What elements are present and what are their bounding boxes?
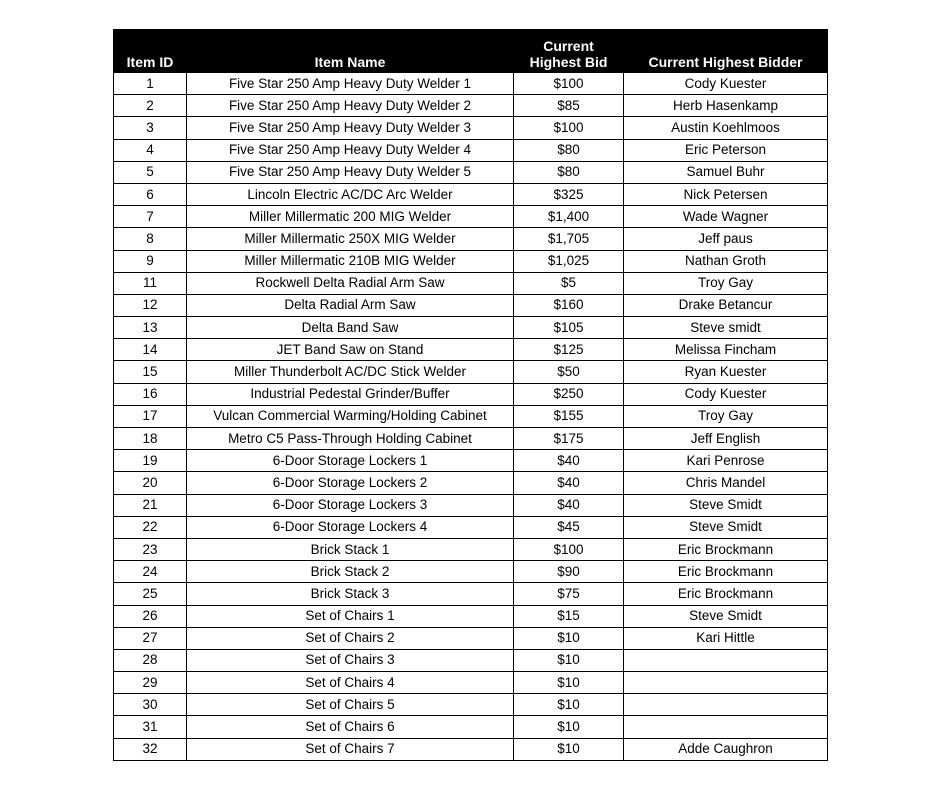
cell-current-bidder: Eric Brockmann [624,561,828,583]
cell-item-id: 32 [114,738,187,760]
cell-current-bidder: Nathan Groth [624,250,828,272]
cell-item-name: Set of Chairs 1 [187,605,514,627]
cell-current-bidder: Kari Hittle [624,627,828,649]
cell-current-bidder [624,716,828,738]
cell-item-name: 6-Door Storage Lockers 4 [187,516,514,538]
cell-item-id: 3 [114,117,187,139]
cell-current-bid: $75 [514,583,624,605]
cell-current-bid: $40 [514,450,624,472]
cell-item-name: Delta Band Saw [187,317,514,339]
header-row [114,29,828,73]
cell-item-id: 18 [114,428,187,450]
table-row [114,95,828,117]
table-row [114,250,828,272]
cell-current-bidder: Chris Mandel [624,472,828,494]
cell-item-id: 27 [114,627,187,649]
cell-current-bidder: Kari Penrose [624,450,828,472]
cell-current-bidder: Cody Kuester [624,383,828,405]
header-item-id: Item ID [114,29,187,73]
cell-current-bidder: Nick Petersen [624,183,828,205]
header-current-highest-bid [514,29,624,73]
cell-item-name: Miller Thunderbolt AC/DC Stick Welder [187,361,514,383]
cell-item-id: 11 [114,272,187,294]
cell-item-name: Delta Radial Arm Saw [187,294,514,316]
table-row [114,738,828,760]
cell-current-bid: $5 [514,272,624,294]
cell-item-id: 15 [114,361,187,383]
cell-item-id: 9 [114,250,187,272]
cell-current-bid: $85 [514,95,624,117]
table-row [114,117,828,139]
cell-item-name: Miller Millermatic 210B MIG Welder [187,250,514,272]
cell-item-name: 6-Door Storage Lockers 3 [187,494,514,516]
table-row [114,361,828,383]
cell-current-bidder: Ryan Kuester [624,361,828,383]
cell-current-bid: $325 [514,183,624,205]
cell-item-name: Five Star 250 Amp Heavy Duty Welder 3 [187,117,514,139]
cell-item-name: Brick Stack 1 [187,538,514,560]
cell-item-id: 1 [114,73,187,95]
cell-item-name: Five Star 250 Amp Heavy Duty Welder 5 [187,161,514,183]
cell-current-bidder: Jeff English [624,428,828,450]
cell-item-id: 25 [114,583,187,605]
cell-item-name: Metro C5 Pass-Through Holding Cabinet [187,428,514,450]
cell-current-bid: $10 [514,738,624,760]
cell-item-name: Set of Chairs 2 [187,627,514,649]
cell-item-id: 30 [114,694,187,716]
cell-current-bidder: Herb Hasenkamp [624,95,828,117]
table-row [114,694,828,716]
cell-item-id: 23 [114,538,187,560]
cell-item-id: 12 [114,294,187,316]
table-row [114,494,828,516]
cell-current-bid: $105 [514,317,624,339]
cell-current-bidder: Steve Smidt [624,494,828,516]
cell-item-name: Five Star 250 Amp Heavy Duty Welder 2 [187,95,514,117]
cell-item-name: Miller Millermatic 250X MIG Welder [187,228,514,250]
table-row [114,605,828,627]
cell-item-id: 7 [114,206,187,228]
header-item-name: Item Name [187,29,514,73]
cell-current-bidder: Eric Brockmann [624,583,828,605]
cell-current-bidder: Steve Smidt [624,605,828,627]
cell-current-bidder: Steve smidt [624,317,828,339]
table-row [114,161,828,183]
cell-current-bid: $1,705 [514,228,624,250]
cell-current-bidder: Wade Wagner [624,206,828,228]
cell-item-id: 21 [114,494,187,516]
table-row [114,561,828,583]
cell-item-id: 6 [114,183,187,205]
cell-current-bidder [624,649,828,671]
cell-item-id: 5 [114,161,187,183]
table-row [114,716,828,738]
cell-item-name: Industrial Pedestal Grinder/Buffer [187,383,514,405]
cell-item-id: 28 [114,649,187,671]
cell-item-id: 31 [114,716,187,738]
cell-current-bidder: Troy Gay [624,405,828,427]
cell-item-id: 29 [114,672,187,694]
header-bid-line2: Highest Bid [529,54,608,70]
header-bid-line1: Current [543,38,594,54]
cell-item-name: Vulcan Commercial Warming/Holding Cabinet [187,405,514,427]
cell-item-id: 8 [114,228,187,250]
table-body [114,73,828,761]
cell-item-name: 6-Door Storage Lockers 1 [187,450,514,472]
cell-current-bidder: Austin Koehlmoos [624,117,828,139]
cell-current-bid: $10 [514,694,624,716]
cell-current-bid: $10 [514,627,624,649]
cell-current-bid: $100 [514,73,624,95]
cell-item-name: 6-Door Storage Lockers 2 [187,472,514,494]
cell-current-bid: $90 [514,561,624,583]
cell-current-bid: $10 [514,649,624,671]
table-row [114,405,828,427]
cell-item-name: Rockwell Delta Radial Arm Saw [187,272,514,294]
cell-current-bidder: Adde Caughron [624,738,828,760]
table-row [114,183,828,205]
table-header [114,29,828,73]
cell-current-bid: $10 [514,672,624,694]
cell-item-id: 4 [114,139,187,161]
cell-current-bid: $100 [514,538,624,560]
table-row [114,272,828,294]
cell-current-bid: $1,025 [514,250,624,272]
cell-current-bid: $40 [514,494,624,516]
cell-current-bidder: Cody Kuester [624,73,828,95]
cell-item-name: Set of Chairs 6 [187,716,514,738]
cell-item-id: 13 [114,317,187,339]
cell-current-bidder: Samuel Buhr [624,161,828,183]
cell-current-bid: $155 [514,405,624,427]
table-row [114,383,828,405]
cell-current-bidder: Steve Smidt [624,516,828,538]
cell-current-bidder: Eric Brockmann [624,538,828,560]
table-row [114,206,828,228]
cell-current-bid: $80 [514,139,624,161]
table-row [114,228,828,250]
table-row [114,627,828,649]
cell-item-id: 16 [114,383,187,405]
cell-item-id: 22 [114,516,187,538]
table-row [114,583,828,605]
cell-item-id: 19 [114,450,187,472]
cell-item-name: Set of Chairs 5 [187,694,514,716]
cell-current-bid: $1,400 [514,206,624,228]
auction-table [113,29,828,761]
cell-current-bid: $10 [514,716,624,738]
header-current-highest-bidder: Current Highest Bidder [624,29,828,73]
cell-current-bidder: Jeff paus [624,228,828,250]
cell-current-bid: $45 [514,516,624,538]
table-row [114,139,828,161]
cell-item-id: 24 [114,561,187,583]
cell-current-bid: $250 [514,383,624,405]
cell-item-name: Set of Chairs 7 [187,738,514,760]
table-row [114,339,828,361]
cell-item-id: 20 [114,472,187,494]
cell-current-bid: $80 [514,161,624,183]
cell-item-name: Set of Chairs 3 [187,649,514,671]
cell-current-bid: $175 [514,428,624,450]
table-row [114,472,828,494]
cell-item-name: Brick Stack 2 [187,561,514,583]
cell-current-bidder: Troy Gay [624,272,828,294]
cell-item-id: 26 [114,605,187,627]
table-row [114,649,828,671]
cell-current-bid: $15 [514,605,624,627]
cell-current-bid: $125 [514,339,624,361]
cell-item-id: 17 [114,405,187,427]
table-row [114,294,828,316]
cell-item-name: Lincoln Electric AC/DC Arc Welder [187,183,514,205]
cell-current-bidder: Melissa Fincham [624,339,828,361]
cell-item-id: 2 [114,95,187,117]
cell-item-name: JET Band Saw on Stand [187,339,514,361]
table-row [114,428,828,450]
cell-current-bid: $160 [514,294,624,316]
table-row [114,672,828,694]
cell-current-bidder [624,694,828,716]
table-row [114,516,828,538]
table-row [114,73,828,95]
cell-item-name: Five Star 250 Amp Heavy Duty Welder 1 [187,73,514,95]
table-row [114,538,828,560]
cell-current-bid: $100 [514,117,624,139]
cell-item-name: Five Star 250 Amp Heavy Duty Welder 4 [187,139,514,161]
cell-item-name: Set of Chairs 4 [187,672,514,694]
cell-current-bid: $50 [514,361,624,383]
cell-current-bidder: Eric Peterson [624,139,828,161]
cell-current-bidder [624,672,828,694]
cell-item-id: 14 [114,339,187,361]
table-row [114,450,828,472]
cell-current-bid: $40 [514,472,624,494]
cell-current-bidder: Drake Betancur [624,294,828,316]
cell-item-name: Miller Millermatic 200 MIG Welder [187,206,514,228]
table-row [114,317,828,339]
cell-item-name: Brick Stack 3 [187,583,514,605]
